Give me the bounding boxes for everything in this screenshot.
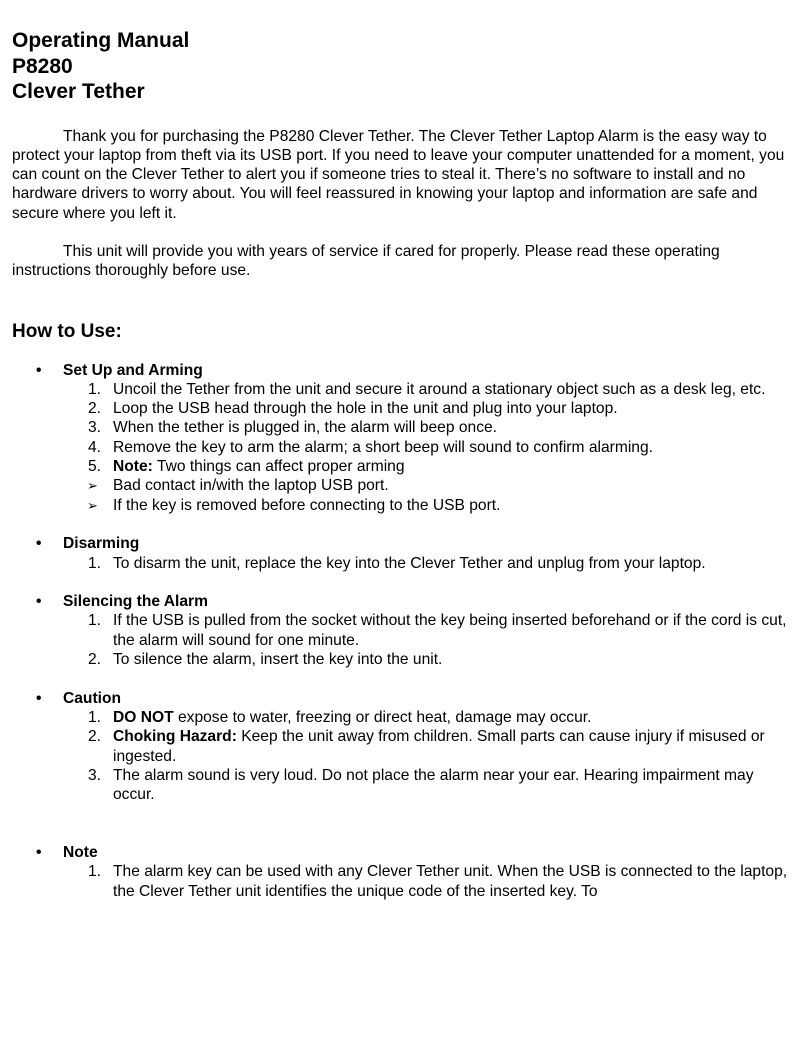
list-item — [63, 727, 788, 766]
section-note — [12, 843, 788, 901]
step-text: Uncoil the Tether from the unit and secure it around a stationary object such as a desk leg, etc. — [113, 380, 766, 398]
step-text: The alarm key can be used with any Clever Tether unit. When the USB is connected to the laptop, the Clever Tether unit identifies the unique code of the inserted key. To — [113, 863, 788, 900]
arrow-bullet-icon: ➢ — [87, 479, 98, 495]
title-line-model: P8280 — [12, 54, 73, 78]
step-number: 1. — [88, 554, 102, 572]
step-text: The alarm sound is very loud. Do not place the alarm near your ear. Hearing impairment may occur. — [113, 766, 754, 804]
step-text: expose to water, freezing or direct heat, damage may occur. — [173, 708, 592, 726]
step-number: 1. — [88, 708, 102, 726]
bullet-icon: • — [36, 689, 42, 707]
how-to-use-sections — [12, 361, 788, 901]
setup-subitems — [63, 476, 788, 515]
list-item — [63, 611, 788, 650]
step-number: 2. — [88, 728, 102, 746]
step-number: 2. — [88, 400, 102, 418]
step-text: Two things can affect proper arming — [152, 458, 405, 476]
bullet-icon: • — [36, 593, 42, 611]
bullet-icon: • — [36, 844, 42, 861]
step-text: Remove the key to arm the alarm; a short beep will sound to confirm alarming. — [113, 438, 653, 456]
list-item — [63, 554, 788, 573]
bullet-icon: • — [36, 361, 42, 379]
section-title-setup: Set Up and Arming — [63, 361, 203, 379]
step-text: When the tether is plugged in, the alarm will beep once. — [113, 419, 498, 437]
step-number: 4. — [88, 438, 102, 456]
step-bold-label: DO NOT — [113, 708, 174, 726]
document-title — [12, 28, 788, 105]
section-caution — [12, 689, 788, 805]
step-bold-label: Note: — [113, 458, 153, 476]
bullet-icon: • — [36, 535, 42, 553]
intro-paragraph-2: This unit will provide you with years of service if cared for properly. Please read these operating instructions thoroughly before use. — [12, 242, 720, 280]
step-text: To disarm the unit, replace the key into the Clever Tether and unplug from your laptop. — [113, 554, 706, 572]
arrow-bullet-icon: ➢ — [87, 498, 98, 514]
section-title-disarming: Disarming — [63, 535, 140, 553]
list-item — [63, 862, 788, 901]
note-steps — [63, 862, 788, 901]
intro-paragraph-1: Thank you for purchasing the P8280 Clever Tether. The Clever Tether Laptop Alarm is the easy way to protect your laptop from theft via its USB port. If you need to leave your computer unattended for a moment, you can count on the Clever Tether to alert you if someone tries to steal it. There’s no software to install and no hardware drivers to worry about. You will feel reassured in knowing your laptop and information are safe and secure where you left it. — [12, 127, 785, 222]
step-bold-label: Choking Hazard: — [113, 728, 237, 746]
setup-steps — [63, 380, 788, 476]
title-line-manual: Operating Manual — [12, 29, 190, 52]
step-text: If the USB is pulled from the socket without the key being inserted beforehand or if the cord is cut, the alarm will sound for one minute. — [113, 612, 787, 649]
disarming-steps — [63, 554, 788, 573]
step-number: 3. — [88, 419, 102, 437]
how-to-use-heading: How to Use: — [12, 320, 122, 342]
step-text: Loop the USB head through the hole in the unit and plug into your laptop. — [113, 400, 618, 418]
subitem-text: Bad contact in/with the laptop USB port. — [113, 477, 389, 495]
list-item — [63, 457, 788, 476]
silencing-steps — [63, 611, 788, 669]
step-text: To silence the alarm, insert the key into the unit. — [113, 651, 443, 669]
section-setup — [12, 361, 788, 515]
list-item — [63, 399, 788, 418]
step-text: Keep the unit away from children. Small parts can cause injury if misused or ingested. — [113, 728, 765, 765]
list-item — [63, 708, 788, 727]
title-line-product: Clever Tether — [12, 80, 145, 103]
caution-steps — [63, 708, 788, 804]
list-item — [63, 418, 788, 437]
list-item — [63, 476, 788, 495]
list-item — [63, 766, 788, 805]
step-number: 2. — [88, 651, 102, 669]
step-number: 3. — [88, 766, 102, 784]
document-page — [12, 28, 788, 901]
step-number: 1. — [88, 863, 102, 881]
section-disarming — [12, 534, 788, 573]
step-number: 1. — [88, 380, 102, 398]
section-title-caution: Caution — [63, 689, 122, 707]
section-title-silencing: Silencing the Alarm — [63, 593, 208, 611]
section-silencing — [12, 592, 788, 669]
list-item — [63, 650, 788, 669]
subitem-text: If the key is removed before connecting to the USB port. — [113, 496, 501, 514]
step-number: 1. — [88, 612, 102, 630]
list-item — [63, 438, 788, 457]
list-item — [63, 380, 788, 399]
list-item — [63, 496, 788, 515]
section-title-note: Note — [63, 844, 98, 861]
step-number: 5. — [88, 458, 102, 476]
